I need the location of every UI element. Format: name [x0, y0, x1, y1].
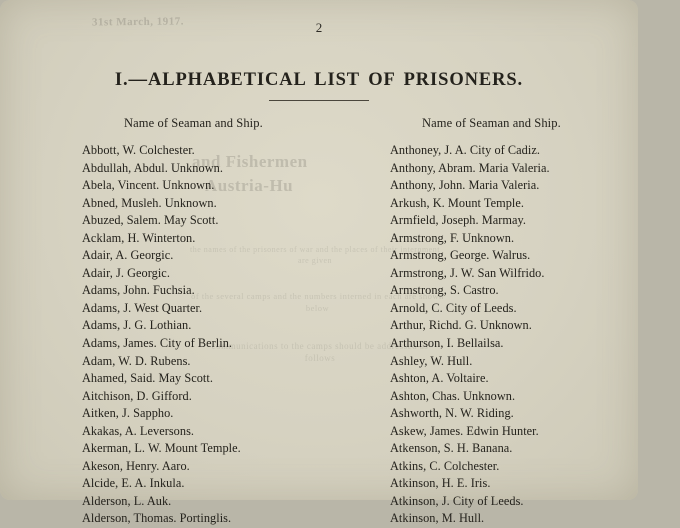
prisoner-list-right	[390, 142, 680, 528]
column-right	[390, 116, 680, 528]
list-item: Adair, A. Georgic.	[82, 248, 174, 263]
bleed-through-block-1: the names of the prisoners of war and the places of their internment are given	[190, 245, 440, 265]
list-item: Adams, J. G. Lothian.	[82, 318, 192, 333]
list-item: Abbott, W. Colchester.	[82, 143, 195, 157]
list-item: Askew, James. Edwin Hunter.	[390, 423, 539, 438]
list-item: Atkenson, S. H. Banana.	[390, 441, 513, 456]
list-item: Arthurson, I. Bellailsa.	[390, 336, 504, 351]
column-header-right: Name of Seaman and Ship.	[422, 116, 561, 130]
list-item: Akakas, A. Leversons.	[82, 423, 195, 438]
prisoner-list-left	[82, 142, 372, 528]
list-item: Akerman, L. W. Mount Temple.	[82, 441, 241, 456]
list-item: Armstrong, J. W. San Wilfrido.	[390, 265, 545, 280]
list-item: Abela, Vincent. Unknown.	[82, 178, 215, 193]
list-item: Anthoney, J. A. City of Cadiz.	[390, 143, 540, 157]
list-item: Adams, J. West Quarter.	[82, 300, 203, 315]
list-item: Alderson, Thomas. Portinglis.	[82, 511, 232, 526]
list-item: Abned, Musleh. Unknown.	[82, 195, 217, 210]
list-item: Armfield, Joseph. Marmay.	[390, 213, 527, 228]
bleed-through-block-3: communications to the camps should be addressed as follows	[211, 341, 429, 363]
list-item: Ashley, W. Hull.	[390, 353, 473, 368]
list-item: Arkush, K. Mount Temple.	[390, 195, 525, 210]
list-item: Arthur, Richd. G. Unknown.	[390, 318, 532, 333]
list-item: Ahamed, Said. May Scott.	[82, 371, 213, 386]
list-item: Ashworth, N. W. Riding.	[390, 406, 514, 421]
bleed-through-corner-text: 31st March, 1917.	[91, 15, 185, 29]
list-item: Alcide, E. A. Inkula.	[82, 476, 185, 491]
list-item: Adair, J. Georgic.	[82, 265, 170, 280]
list-item: Adams, John. Fuchsia.	[82, 283, 195, 298]
list-item: Armstrong, F. Unknown.	[390, 230, 515, 245]
bleed-through-subtitle: Austria-Hu	[205, 176, 294, 195]
list-item: Abuzed, Salem. May Scott.	[82, 213, 219, 228]
column-left	[82, 116, 372, 528]
list-item: Atkinson, J. City of Leeds.	[390, 493, 524, 508]
list-item: Alderson, L. Auk.	[82, 493, 172, 508]
list-item: Acklam, H. Winterton.	[82, 230, 196, 245]
list-item: Ashton, A. Voltaire.	[390, 371, 489, 386]
page-title: I.—ALPHABETICAL LIST OF PRISONERS.	[114, 70, 524, 91]
list-item: Anthony, Abram. Maria Valeria.	[390, 160, 550, 175]
list-item: Adams, James. City of Berlin.	[82, 336, 233, 351]
list-item: Armstrong, S. Castro.	[390, 283, 499, 298]
list-item: Atkins, C. Colchester.	[390, 458, 500, 473]
list-item: Adam, W. D. Rubens.	[82, 353, 191, 368]
list-item: Anthony, John. Maria Valeria.	[390, 178, 540, 193]
title-divider	[269, 100, 369, 101]
list-item: Aitchison, D. Gifford.	[82, 388, 192, 403]
bleed-through-title: and Fishermen	[192, 152, 308, 171]
prisoner-list-columns	[0, 116, 638, 526]
list-item: Atkinson, M. Hull.	[390, 511, 485, 526]
list-item: Ashton, Chas. Unknown.	[390, 388, 516, 403]
list-item: Akeson, Henry. Aaro.	[82, 458, 190, 473]
list-item: Abdullah, Abdul. Unknown.	[82, 160, 223, 175]
bleed-through-block-2: of the several camps and the numbers interned in each are shown below	[191, 291, 444, 313]
list-item: Atkinson, H. E. Iris.	[390, 476, 491, 491]
list-item: Arnold, C. City of Leeds.	[390, 300, 517, 315]
column-header-left: Name of Seaman and Ship.	[124, 116, 263, 130]
page-number: 2	[315, 20, 323, 35]
list-item: Aitken, J. Sappho.	[82, 406, 174, 421]
list-item: Armstrong, George. Walrus.	[390, 248, 531, 263]
